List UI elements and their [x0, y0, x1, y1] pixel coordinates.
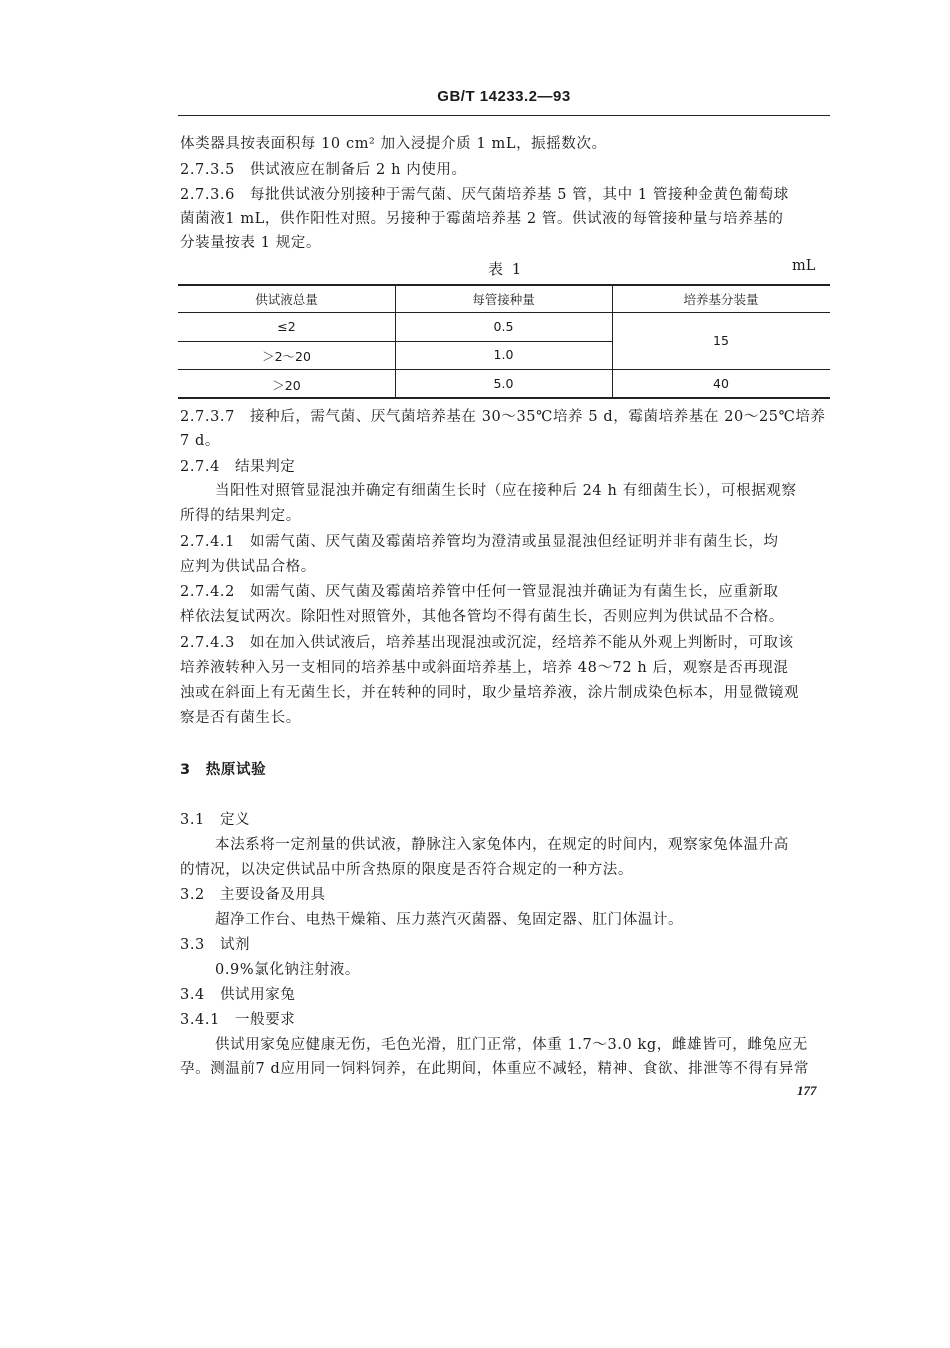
- paragraph-line: 2.7.4.2 如需气菌、厌气菌及霉菌培养管中任何一管显混浊并确证为有菌生长，应重新取: [180, 584, 779, 600]
- paragraph-line: 浊或在斜面上有无菌生长，并在转种的同时，取少量培养液，涂片制成染色标本，用显微镜观: [180, 685, 800, 701]
- table-unit: mL: [792, 258, 816, 274]
- paragraph-line: 2.7.3.7 接种后，需气菌、厌气菌培养基在 30～35℃培养 5 d，霉菌培养基在 20～25℃培养: [180, 409, 826, 425]
- paragraph-line: 超净工作台、电热干燥箱、压力蒸汽灭菌器、兔固定器、肛门体温计。: [215, 912, 684, 928]
- standard-code-header: GB/T 14233.2—93: [437, 88, 571, 105]
- table-1: [178, 284, 830, 398]
- table-header-rule: [178, 312, 830, 313]
- page-number: 177: [797, 1083, 817, 1098]
- paragraph-line: 的情况，以决定供试品中所含热原的限度是否符合规定的一种方法。: [180, 862, 633, 878]
- subsection-heading: 3.3 试剂: [180, 937, 251, 953]
- paragraph-line: 2.7.3.5 供试液应在制备后 2 h 内使用。: [180, 162, 467, 178]
- paragraph-line: 体类器具按表面积每 10 cm² 加入浸提介质 1 mL，振摇数次。: [180, 136, 607, 152]
- paragraph-line: 2.7.3.6 每批供试液分别接种于需气菌、厌气菌培养基 5 管，其中 1 管接种金黄色葡萄球: [180, 187, 789, 203]
- paragraph-line: 2.7.4.3 如在加入供试液后，培养基出现混浊或沉淀，经培养不能从外观上判断时，可取该: [180, 635, 794, 651]
- table-cell: 5.0: [493, 376, 514, 391]
- paragraph-line: 0.9%氯化钠注射液。: [215, 962, 360, 978]
- paragraph-line: 本法系将一定剂量的供试液，静脉注入家兔体内，在规定的时间内，观察家兔体温升高: [215, 837, 789, 853]
- paragraph-line: 分装量按表 1 规定。: [180, 235, 322, 251]
- header-rule: [178, 115, 830, 116]
- table-cell: 0.5: [493, 319, 514, 334]
- table-top-rule: [178, 284, 830, 286]
- table-cell: ≤2: [277, 319, 296, 334]
- table-merged-cell: 15: [713, 333, 729, 348]
- paragraph-line: 样依法复试两次。除阳性对照管外，其他各管均不得有菌生长，否则应判为供试品不合格。: [180, 609, 784, 625]
- table-row-rule: [178, 369, 830, 370]
- paragraph-line: 察是否有菌生长。: [180, 710, 301, 726]
- paragraph-line: 所得的结果判定。: [180, 508, 301, 524]
- table-cell: 40: [713, 376, 729, 391]
- table-header-cell: 每管接种量: [472, 292, 535, 307]
- subsection-heading: 3.4 供试用家兔: [180, 987, 296, 1003]
- table-cell: ＞20: [272, 378, 301, 393]
- paragraph-line: 孕。测温前7 d应用同一饲料饲养，在此期间，体重应不减轻，精神、食欲、排泄等不得有异常: [180, 1061, 809, 1077]
- subsection-heading: 3.1 定义: [180, 812, 251, 828]
- paragraph-line: 培养液转种入另一支相同的培养基中或斜面培养基上，培养 48～72 h 后，观察是否再现混: [180, 660, 789, 676]
- paragraph-line: 2.7.4.1 如需气菌、厌气菌及霉菌培养管均为澄清或虽显混浊但经证明并非有菌生长，均: [180, 534, 779, 550]
- paragraph-line: 当阳性对照管显混浊并确定有细菌生长时（应在接种后 24 h 有细菌生长），可根据观察: [215, 483, 797, 499]
- subsection-heading: 3.2 主要设备及用具: [180, 887, 326, 903]
- subsection-heading: 3.4.1 一般要求: [180, 1012, 296, 1028]
- table-bottom-rule: [178, 397, 830, 399]
- table-caption: 表 1: [488, 260, 524, 278]
- paragraph-line: 应判为供试品合格。: [180, 559, 316, 575]
- table-header-cell: 供试液总量: [255, 292, 318, 307]
- paragraph-line: 7 d。: [180, 433, 221, 449]
- paragraph-line: 供试用家兔应健康无伤，毛色光滑，肛门正常，体重 1.7～3.0 kg，雌雄皆可，雌兔应无: [215, 1037, 808, 1053]
- table-cell: 1.0: [493, 347, 514, 362]
- paragraph-line: 菌菌液1 mL，供作阳性对照。另接种于霉菌培养基 2 管。供试液的每管接种量与培养基的: [180, 211, 784, 227]
- section-heading: 3 热原试验: [180, 762, 267, 778]
- table-header-cell: 培养基分装量: [683, 292, 759, 307]
- table-cell: ＞2～20: [262, 349, 311, 364]
- subsection-heading: 2.7.4 结果判定: [180, 459, 296, 475]
